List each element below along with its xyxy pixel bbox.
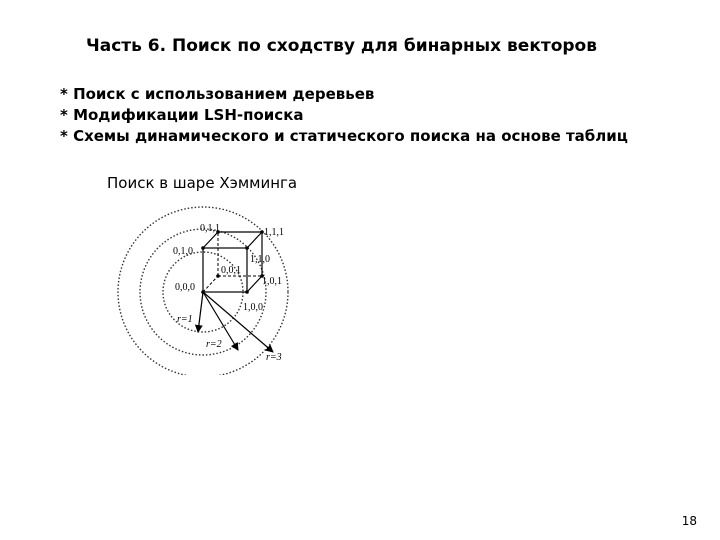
vertex-label-011: 0,1,1 — [200, 223, 220, 234]
vertex-label-110: 1,1,0 — [250, 254, 270, 265]
vertex-label-101: 1,0,1 — [262, 276, 282, 287]
vertex-label-111: 1,1,1 — [264, 227, 284, 238]
page-number: 18 — [681, 514, 697, 528]
bullet-item: * Модификации LSH-поиска — [60, 106, 304, 124]
figure-caption: Поиск в шаре Хэмминга — [107, 174, 298, 192]
radius-label-r1: r=1 — [177, 314, 193, 325]
vertex-label-001: 0,0,1 — [221, 265, 241, 276]
vertex-label-010: 0,1,0 — [173, 246, 193, 257]
radius-label-r2: r=2 — [206, 339, 222, 350]
bullet-list — [60, 84, 628, 147]
arrow-r1 — [198, 292, 203, 332]
hamming-ball-diagram — [115, 205, 305, 375]
bullet-item: * Поиск с использованием деревьев — [60, 85, 375, 103]
bullet-item: * Схемы динамического и статического поиска на основе таблиц — [60, 127, 628, 145]
radius-label-r3: r=3 — [266, 352, 282, 363]
vertex-label-100: 1,0,0 — [243, 302, 263, 313]
vertex-label-000: 0,0,0 — [175, 282, 195, 293]
slide-title: Часть 6. Поиск по сходству для бинарных векторов — [86, 36, 597, 56]
